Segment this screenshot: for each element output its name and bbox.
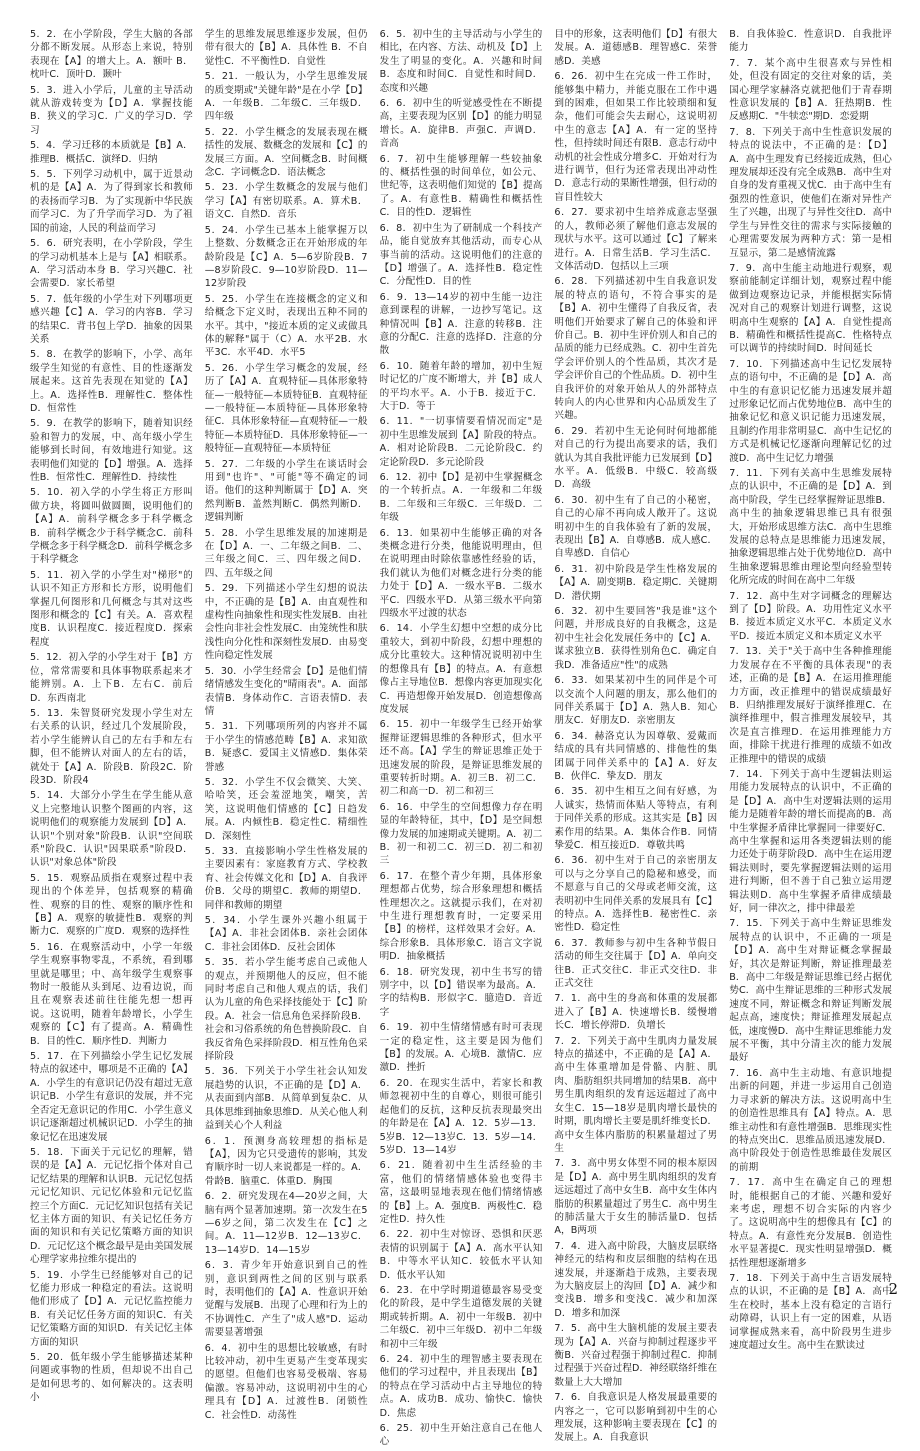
question-paragraph: 5．6．研究表明，在小学阶段，学生的学习动机基本上是与【A】相联系。A．学习活动本身 B．学习兴趣C．社会需要D．家长希望 xyxy=(30,238,193,290)
question-paragraph: 6．36．初中生对于自己的亲密朋友可以与之分享自己的隐秘和感受，而不愿意与自己的父母或老师交流，这表明初中生同伴关系的发展具有【C】的特点。A．选择性B．秘密性C．亲密性D．稳定性 xyxy=(554,855,718,934)
question-paragraph: 6．15．初中一年级学生已经开始掌握辩证逻辑思维的各种形式，但水平还不高。【A】学生的辩证思维正处于迅速发展的阶段，是辩证思维发展的重要转折时期。A．初三B．初二C．初二和高一D．初二和初三 xyxy=(379,719,543,798)
question-paragraph: 目中的形象，这表明他们【D】有很大发展。A．道德感B．理智感C．荣誉感D．美感 xyxy=(554,29,718,67)
question-paragraph: 6．37．教师参与初中生各种节假日活动的师生交往属于【D】A．单向交往B．正式交往C．非正式交往D．非正式交往 xyxy=(554,937,718,990)
question-paragraph: 6．5．初中生的主导活动与小学生的相比，在内容、方法、动机及【D】上发生了明显的变化。A．兴趣和时间B．态度和时间C．自觉性和时间D．态度和兴趣 xyxy=(379,29,543,94)
question-paragraph: 7．15．下列关于高中生辩证思维发展特点的认识中，不正确的一项是【D】A．高中生对辩证概念掌握最好，其次是辩证判断，辩证推理最差B．高中二年级是辩证思维已经占据优势C．高中生辩证思维的三种形式发展速度不同，辩证概念和辩证判断发展起点高，速度快；辩证推理发展起点低，速度慢D．高中生辩证思维能力发展不平衡，其中分清主次的能力发展最好 xyxy=(729,918,892,1064)
question-paragraph: 7．1．高中生的身高和体重的发展都进入了【B】A．快速增长B．缓慢增长C．增长停滞D．负增长 xyxy=(554,993,718,1032)
question-paragraph: 5．24．小学生已基本上能掌握万以上整数、分数概念正在开始形成的年龄阶段是【C】A．5—6岁阶段B．7—8岁阶段C．9—10岁阶段D．11—12岁阶段 xyxy=(204,224,368,290)
question-paragraph: 6．20．在现实生活中，若家长和教师忽视初中生的自尊心，则很可能引起他们的反抗，这种反抗表现最突出的年龄是在【A】A．12．5岁—13．5岁B．12—13岁C．13．5岁—14．5岁D．13—14岁 xyxy=(379,1077,543,1156)
question-paragraph: 5．10．初入学的小学生将正方形叫做方块，将圆叫做圆圈，说明他们的【A】A．前科学概念多于科学概念B．前科学概念少于科学概念C．前科学概念多于科学概念D．前科学概念多于科学概念 xyxy=(30,487,193,566)
question-paragraph: 6．9．13—14岁的初中生能一边注意到课程的讲解，一边抄写笔记。这种情况叫【B】A．注意的转移B．注意的分配C．注意的选择D．注意的分散 xyxy=(379,291,543,357)
question-paragraph: 7．5．高中生大脑机能的发展主要表现为【A】A．兴奋与抑制过程逐步平衡B．兴奋过程强于抑制过程C．抑制过程强于兴奋过程D．神经联络纤维在数量上大大增加 xyxy=(554,1323,718,1388)
question-paragraph: 7．16．高中生主动地、有意识地提出新的问题，并进一步运用自己创造力寻求新的解决方法。这说明高中生的创造性思维具有【A】特点。A．思维主动性和有意性增强B．思维现实性的特点突出C．思维品质迅速发展D．高中阶段处于创造性思维最佳发展区的前期 xyxy=(729,1067,892,1173)
question-paragraph: 5．28．小学生思维发展的加速期是在【D】A．一、二年级之间B．二、三年级之间C．三、四年级之间D．四、五年级之间 xyxy=(204,527,368,579)
question-paragraph: 6．26．初中生在完成一件工作时，能够集中精力，并能克服在工作中遇到的困难，但如果工作比较琐细和复杂，他们可能会失去耐心，这说明初中生的意志【A】A．有一定的坚持性，但持续时间还有限B．意志行动中动机的社会性成分增多C．开始对行为进行调节，但行为还常表现出冲动性D．意志行动的果断性增强，但行动的盲目性较大 xyxy=(554,71,718,203)
question-paragraph: 7．13．关于"关于高中生各种推理能力发展存在不平衡的具体表现"的表述，正确的是【B】A．在运用推理能力方面，改正推理中的错误成绩最好B．归纳推理发展好于演绎推理C．在演绎推理中，假言推理发展较早，其次是直言推理D．在运用推理能力方面，排除干扰进行推理的成绩不如改正推理中的错误的成绩 xyxy=(729,646,892,765)
question-paragraph: 7．4．进入高中阶段，大脑皮层联络神经元的结构和皮层细胞的结构在迅速发展，并逐渐趋于成熟，主要表现为大脑皮层上的沟回【D】A．减少和变浅B．增多和变浅C．减少和加深D．增多和加深 xyxy=(554,1240,718,1319)
question-paragraph: 5．22．小学生概念的发展表现在概括性的发展、数概念的发展和【C】的发展三方面。A．空间概念B．时间概念C．字词概念D．语法概念 xyxy=(204,126,368,179)
question-paragraph: 5．34．小学生课外兴趣小组属于【A】A．非社会团体B．亲社会团体C．非社会团体D．反社会团体 xyxy=(204,915,368,953)
question-paragraph: 6．10．随着年龄的增加，初中生短时记忆的广度不断增大，并【B】成人的平均水平。A．小于B．接近于C．大于D．等于 xyxy=(379,360,543,412)
question-paragraph: 6．1．预测身高较理想的指标是【A】，因为它只受遗传的影响，其发育顺序时一切人来说都是一样的。A．骨龄B．脑重C．体重D．胸围 xyxy=(204,1135,368,1187)
question-paragraph: 5．8．在教学的影响下，小学、高年级学生知觉的有意性、目的性逐渐发展起来。这首先表现在知觉的【A】上。A．选择性B．理解性C．整体性D．恒常性 xyxy=(30,349,193,414)
question-paragraph: 5．23．小学生数概念的发展与他们学习【A】有密切联系。A．算术B．语文C．自然D．音乐 xyxy=(204,182,368,221)
question-paragraph: 6．3．青少年开始意识到自己的性别，意识到两性之间的区别与联系时，表明他们的【A】A．性意识开始觉醒与发展B．出现了心理和行为上的不协调性C．产生了"成人感"D．运动需要显著增强 xyxy=(204,1260,368,1339)
question-paragraph: 5．4．学习迁移的本质就是【B】A．推理B．概括C．演绎D．归纳 xyxy=(30,140,193,165)
question-paragraph: 5．7．低年级的小学生对下列哪项更感兴趣【C】A．学习的内容B．学习的结果C．背书包上学D．抽象的因果关系 xyxy=(30,293,193,345)
question-paragraph: 6．28．下列描述初中生自我意识发展的特点的语句，不符合事实的是【B】A．初中生懂得了自我反省，表明他们开始要求了解自己的体验和评价自己。B．初中生评价别人和自己的品质的能力已经成熟。C．初中生首先学会评价别人的个性品质，其次才是学会评价自己的个性品质。D．初中生自我评价的对象开始从人的外部特点转向人的内心世界和内心品质发生了兴趣。 xyxy=(554,276,718,422)
question-paragraph: 5．25．小学生在连接概念的定义和给概念下定义时，表现出五种不同的水平。其中，"接近本质的定义或做具体的解释"属于（C）A．水平2B．水平3C．水平4D．水平5 xyxy=(204,293,368,359)
question-paragraph: 5．30．小学生经常会【D】是他们情绪情感发生变化的"晴雨表"。A．面部表情B．身体动作C．言语表情D．表情 xyxy=(204,665,368,717)
question-paragraph: 学生的思维发展思维逐步发展，但仍带有很大的【B】A．具体性 B．不自觉性C．不平衡性D．自觉性 xyxy=(204,29,368,67)
question-paragraph: 5．18．下面关于元记忆的理解，错误的是【A】A．元记忆指个体对自己记忆结果的理解和认识B．元记忆包括元记忆知识、元记忆体验和元记忆监控三个方面C．元记忆知识包括有关记忆主体方面的知识、有关记忆任务方面的知识和有关记忆策略方面的知识D．元记忆这个概念最早是由美国发展心理学家弗拉维尔提出的 xyxy=(30,1146,193,1266)
text-columns xyxy=(30,28,892,1448)
question-paragraph: 7．14．下列关于高中生逻辑法则运用能力发展特点的认识中，不正确的是【D】A．高中生对逻辑法则的运用能力是随着年龄的增长而提高的B．高中生掌握矛盾律比掌握同一律要好C．高中生掌握和运用各类逻辑法则的能力还处于萌芽阶段D．高中生在运用逻辑法则时，要先掌握逻辑法则的运用进行判断，但不善于自己独立运用逻辑法则D．高中生掌握矛盾律成绩最好，同一律次之，排中律最差 xyxy=(729,768,892,914)
question-paragraph: 5．12．初入学的小学生对于【B】方位，常常需要和具体事物联系起来才能辨别。A．上下B．左右C．前后D．东西南北 xyxy=(30,652,193,704)
question-paragraph: 6．4．初中生的思想比较敏感，有时比较冲动，初中生更易产生变革现实的愿望。但他们也容易受极端、容易偏激。容易冲动，这说明初中生的心理具有【D】A．过渡性B．闭锁性C．社会性D．动荡性 xyxy=(204,1342,368,1421)
question-paragraph: 6．22．初中生对惊讶、恐惧和厌恶表情的识别属于【A】A．高水平认知B．中等水平认知C．较低水平认知D．低水平认知 xyxy=(379,1229,543,1281)
question-paragraph: 6．19．初中生情绪情感有时可表现一定的稳定性，这主要是因为他们【B】的发展。A．心境B．激情C．应激D．挫折 xyxy=(379,1022,543,1074)
question-paragraph: 6．13．如果初中生能够正确的对各类概念进行分类，他能说明理由，但在说明理由时除依靠感性经验的话，我们就认为他们对概念进行分类的能力处于【D】A．一级水平B．二级水平C．四级水平D．从第三级水平向第四级水平过渡的状态 xyxy=(379,527,543,620)
question-paragraph: 7．11．下列有关高中生思维发展特点的认识中，不正确的是【D】A．到高中阶段，学生已经掌握辩证思维B．高中生的抽象逻辑思维已具有很强大，开始形成思维方法C．高中生思维发展的总特点是思维能力迅速发展，抽象逻辑思维占处于优势地位D．高中生抽象逻辑思维由理论型向经验型转化所完成的时间在高中二年级 xyxy=(729,468,892,587)
question-paragraph: 5．11．初入学的小学生对"梯形"的认识不知正方形和长方形，说明他们掌握几何图形和几何概念与其对这些图形和概念的【C】有关。A．喜欢程度B．认识程度C．接近程度D．探索程度 xyxy=(30,569,193,648)
question-paragraph: 7．8．下列关于高中生性意识发展的特点的说法中，不正确的是：【D】A．高中生理发育已经接近成熟，但心理发展却还没有完全成熟B．高中生对自身的发育重视又忧C．由于高中生有强烈的性意识，使他们在渐对异性产生了兴趣，出现了与异性交往D．高中学生与异性交往的需求与实际接触的心理需要发展为两种方式：第一是相互显示，第二是感情流露 xyxy=(729,126,892,259)
question-paragraph: 7．18．下列关于高中生言语发展特点的认识，不正确的是【B】A．高中生在校时，基本上没有稳定的言语行动障碍，认识上有一定的困难，从语词掌握成熟来看，高中阶段男生进步速度超过女生。高中生在默读过 xyxy=(729,1272,892,1351)
question-paragraph: 7．2．下列关于高中生肌肉力量发展特点的描述中，不正确的是【A】A．高中生体重增加是骨骼、内脏、肌肉、脂肪组织共同增加的结果B．高中男生肌肉组织的发育远远超过了高中女生C．15—18岁是肌肉增长最快的时期，肌肉增长主要是肌纤维变长D．高中女生体内脂肪的积累量超过了男生 xyxy=(554,1035,718,1154)
question-paragraph: 6．35．初中生相互之间有好感，为人诚实，热情而体贴人等特点，有利于同伴关系的形成。这其实是【B】因素作用的结果。A．集体合作B．同情挚爱C．相互接近D．尊敬共鸣 xyxy=(554,786,718,851)
question-paragraph: 5．35．若小学生能考虑自己或他人的观点，并预期他人的反应，但不能同时考虑自己和他人观点的话，我们认为儿童的角色采择技能处于【C】阶段。A．社会一信息角色采择阶段B．社会和习俗系统的角色替换阶段C．自我反省角色采择阶段D．相互性角色采择阶段 xyxy=(204,957,368,1063)
question-paragraph: 7．17．高中生在确定自己的理想时，能根据自己的才能、兴趣和爱好来考虑，理想不切合实际的内容少了。这说明高中生的想像具有【C】的特点。A．有意性充分发展B．创造性水平显著提C．现实性明显增强D．概括性理想逐渐增多 xyxy=(729,1177,892,1269)
question-paragraph: 7．9．高中生能主动地进行观察，观察前能制定详细计划，观察过程中能做到边观察边记录，并能根据实际情况对自己的观察计划进行调整，这说明高中生观察的【A】A．自觉性提高B．精确性和概括性提高C．性格特点可以调节的持续时间D．时间延长 xyxy=(729,262,892,355)
column-1 xyxy=(30,28,193,1451)
question-paragraph: 5．14．大部分小学生在学生能从意义上完整地认识整个图画的内容，这说明他们的观察能力发展到【D】A．认识"个别对象"阶段B．认识"空间联系"阶段C．认识"因果联系"阶段D．认识"对象总体"阶段 xyxy=(30,790,193,869)
question-paragraph: 6．24．初中生的理智感主要表现在他们的学习过程中，并且表现出【B】的特点在学习活动中占主导地位的特点。A．成功B．成功、愉快C．愉快D．焦虑 xyxy=(379,1354,543,1419)
question-paragraph: B．自我体验C．性意识D．自我批评能力 xyxy=(729,29,892,54)
question-paragraph: 5．16．在观察活动中，小学一年级学生观察事物零乱，不系统，看到哪里就是哪里；中、高年级学生观察事物时一般能从头到尾、边看边说，而且在观察表述前往往能先想一想再说。这说明，随着年龄增长，小学生观察的【C】有了提高。A．精确性B．目的性C．顺序性D．判断力 xyxy=(30,941,193,1047)
question-paragraph: 6．12．初中【D】是初中生掌握概念的一个转折点。A．一年级和二年级B．二年级和三年级C．三年级D．二年级 xyxy=(379,472,543,524)
column-2 xyxy=(205,28,368,1451)
question-paragraph: 6．34．赫洛克认为因尊敬、爱戴而结成的具有共同情感的、排他性的集团属于同伴关系中的【A】A．好友B．伙伴C．挚友D．朋友 xyxy=(554,730,718,782)
column-4 xyxy=(554,28,717,1451)
question-paragraph: 6．14．小学生幻想中空想的成分比重较大，到初中阶段，幻想中理想的成分比重较大。这种情况说明初中生的想像具有【B】的特点。A．有意想像占主导地位B．想像内容更加现实化C．再造想像开始发展D．创造想像高度发展 xyxy=(379,623,543,715)
question-paragraph: 5．2．在小学阶段，学生大脑的各部分都不断发展。从形态上来说，特别表现在【A】的增大上。A．额叶 B．枕叶C．顶叶D．颞叶 xyxy=(30,29,193,81)
question-paragraph: 6．32．初中生要回答"我是谁"这个问题，并形成良好的自我概念，这是初中生社会化发展任务中的【C】A．谋求独立B．获得性别角色C．确定自我D．准备适应"性"的成熟 xyxy=(554,606,718,671)
column-3 xyxy=(380,28,543,1451)
question-paragraph: 5．21．一般认为，小学生思维发展的质变期或"关键年龄"是在小学【D】A．一年级B．二年级C．三年级D．四年级 xyxy=(204,71,368,123)
question-paragraph: 6．11．"一切事情要看情况而定"是初中生思维发展到【A】阶段的特点。A．相对论阶段B．二元论阶段C．约定论阶段D．多元论阶段 xyxy=(379,416,543,468)
question-paragraph: 6．17．在整个青少年期，具体形象理想都占优势，综合形象理想和概括性理想次之。这就提示我们，在对初中生进行理想教育时，一定要采用【B】的榜样，这样效果才会好。A．综合形象B．具体形象C．语言文字说明D．抽象概括 xyxy=(379,870,543,963)
question-paragraph: 5．33．直接影响小学生性格发展的主要因素有：家庭教育方式、学校教育、社会传媒文化和【D】A．自我评价B．父母的期望C．教师的期望D．同伴和教师的期望 xyxy=(204,845,368,911)
question-paragraph: 6．23．在中学时期道德最容易受变化的阶段，是中学生道德发展的关键期或转折期。A．初中一年级B．初中二年级C．初中三年级D．初中二年级和初中三年级 xyxy=(379,1284,543,1350)
question-paragraph: 5．3．进入小学后，儿童的主导活动就从游戏转变为【D】A．掌握技能 B．狭义的学习C．广义的学习D．学习 xyxy=(30,84,193,136)
question-paragraph: 5．15．观察品质指在观察过程中表现出的个体差异，包括观察的精确性、观察的目的性、观察的顺序性和【B】A．观察的敏捷性B．观察的判断力C．观察的广度D．观察的选择性 xyxy=(30,872,193,938)
question-paragraph: 6．8．初中生为了研制成一个科技产品，能自觉放弃其他活动，而专心从事当前的活动。这说明他们的注意的【D】增强了。A．选择性B．稳定性C．分配性D．目的性 xyxy=(379,222,543,288)
question-paragraph: 6．18．研究发现，初中生书写的错别字中，以【D】错误率为最高。A．字的结构B．形似字C．臆造D．音近字 xyxy=(379,966,543,1018)
question-paragraph: 5．31．下列哪项所列的内容并不属于小学生的情感范畴【B】A．求知欲B．疑惑C．爱国主义情感D．集体荣誉感 xyxy=(204,721,368,773)
question-paragraph: 6．31．初中阶段是学生性格发展的【A】A．剧变期B．稳定期C．关键期D．潜伏期 xyxy=(554,563,718,602)
question-paragraph: 5．26．小学生学习概念的发展，经历了【A】A．直观特征—具体形象特征—一般特征—本质特征B．直观特征—一般特征—本质特征—具体形象特征C．具体形象特征—直观特征—一般特征—本质特征D．具体形象特征—一般特征—直观特征—本质特征 xyxy=(204,362,368,455)
question-paragraph: 7．10．下列描述高中生记忆发展特点的语句中，不正确的是【D】A．高中生的有意识记忆能力迅速发展并超过形象记忆而占优势地位B．高中生的抽象记忆和意义识记能力迅速发展，且制约作用非常明显C．高中生记忆的方式是机械记忆逐渐向理解记忆的过渡D．高中生记忆力增强 xyxy=(729,358,892,464)
page-number: 2 xyxy=(888,1280,898,1298)
question-paragraph: 6．7．初中生能够理解一些较抽象的、概括性强的时间单位，如公元、世纪等，这表明他们知觉的【B】提高了。A．有意性B．精确性和概括性C．目的性D．逻辑性 xyxy=(379,153,543,219)
question-paragraph: 5．13．朱智贤研究发现小学生对左右关系的认识，经过几个发展阶段，若小学生能辨认自己的左右手和左右脚，但不能辨认对面人的左右的话，就处于【A】A．阶段B．阶段2C．阶段3D．阶段4 xyxy=(30,707,193,786)
question-paragraph: 6．30．初中生有了自己的小秘密，自己的心扉不再向成人敞开了。这说明初中生的自我体验有了新的发展，表现出【B】A．自尊感B．成人感C．自卑感D．自信心 xyxy=(554,494,718,560)
question-paragraph: 5．32．小学生不仅会微笑、大笑、哈哈笑，还会羞涩地笑，嘲笑，苦笑，这说明他们情感的【C】日趋发展。A．内倾性B．稳定性C．精细性D．深刻性 xyxy=(204,776,368,842)
question-paragraph: 7．12．高中生对字词概念的理解达到了【D】阶段。A．功用性定义水平B．接近本质定义水平C．本质定义水平D．接近本质定义和本质定义水平 xyxy=(729,590,892,642)
question-paragraph: 6．2．研究发现在4—20岁之间，大脑有两个显著加速期。第一次发生在5—6岁之间，第二次发生在【C】之间。A．11—12岁B．12—13岁C．13—14岁D．14—15岁 xyxy=(204,1191,368,1256)
question-paragraph: 5．5．下列学习动机中，属于近景动机的是【A】A．为了得到家长和教师的表扬而学习B．为了实现新中华民族而学习C．为了升学而学习D．为了祖国的前途，人民的利益而学习 xyxy=(30,169,193,234)
question-paragraph: 5．29．下列描述小学生幻想的说法中，不正确的是【B】A．由直观性和虚构性向抽象性和现实性发展B．由社会性向非社会性发展C．由笼统性和肤浅性向分化性和深刻性发展D．由易变性向稳定性发展 xyxy=(204,583,368,662)
question-paragraph: 6．6．初中生的听觉感受性在不断提高，主要表现为区别【D】的能力明显增长。A．旋律B．声强C．声调D．音高 xyxy=(379,98,543,150)
question-paragraph: 5．27．二年级的小学生在谈话时会用到"也许"、"可能"等不确定的词语。他们的这种判断属于【D】A．突然判断B．盖然判断C．偶然判断D．逻辑判断 xyxy=(204,458,368,524)
question-paragraph: 6．29．若初中生无论何时何地都能对自己的行为提出高要求的话，我们就认为其自我批评能力已发展到【D】水平。A．低级B．中级C．较高级D．高级 xyxy=(554,425,718,491)
question-paragraph: 7．6．自我意识是人格发展最重要的内容之一，它可以影响到初中生的心理发展，这种影响主要表现在【C】的发展上。A．自我意识 xyxy=(554,1392,718,1444)
question-paragraph: 5．17．在下列描绘小学生记忆发展特点的叙述中，哪项是不正确的【A】A．小学生的有意识记仍没有超过无意识记B．小学生有意识的发展，并不完全否定无意识记的作用C．小学生意义识记逐渐超过机械识记D．小学生的抽象记忆在迅速发展 xyxy=(30,1051,193,1143)
question-paragraph: 5．19．小学生已经能够对自己的记忆能力形成一种稳定的看法。这说明他们形成了【D】A．元记忆监控能力B．有关记忆任务方面的知识C．有关记忆策略方面的知识D．有关记忆主体方面的知识 xyxy=(30,1269,193,1348)
column-5 xyxy=(729,28,892,1451)
question-paragraph: 5．9．在教学的影响下，随着知识经验和智力的发展，中、高年级小学生能够到长时间，有效地进行知觉。这表明他们知觉的【D】增强。A．选择性B．恒常性C．理解性D．持续性 xyxy=(30,418,193,483)
question-paragraph: 6．21．随着初中生生活经验的丰富，他们的情绪情感体验也变得丰富，这最明显地表现在他们情绪情感的【B】上。A．强度B．两极性C．稳定性D．持久性 xyxy=(379,1160,543,1225)
question-paragraph: 7．3．高中男女体型不同的根本原因是【D】A．高中男生肌肉组织的发育远远超过了高中女生B．高中女生体内脂肪的积累量超过了男生C．高中男生的肺活量大于女生的肺活量D．包括A，B两项 xyxy=(554,1158,718,1237)
question-paragraph: 6．33．如果某初中生的同伴是个可以交流个人问题的朋友，那么他们的同伴关系属于【D】A．熟人B．知心朋友C．好朋友D．亲密朋友 xyxy=(554,675,718,727)
question-paragraph: 5．20．低年级小学生能够描述某种问题或事物的性质，但却说不出自己是如何思考的、如何解决的。这表明小 xyxy=(30,1352,193,1404)
question-paragraph: 6．16．中学生的空间想像力存在明显的年龄特征，其中，【D】是空间想像力发展的加速期或关键期。A．初二B．初一和初二C．初三D．初二和初三 xyxy=(379,801,543,867)
question-paragraph: 7．7．某个高中生很喜欢与异性相处，但没有固定的交往对象的话，美国心理学家赫洛克就把他们于青春期性意识发展的【B】A．狂热期B．性反感期C．"牛犊恋"期D．恋爱期 xyxy=(729,57,892,123)
question-paragraph: 6．25．初中生开始注意自己在他人心 xyxy=(379,1423,543,1448)
question-paragraph: 6．27．要求初中生培养成意志坚强的人，教师必须了解他们意志发展的现状与水平。这可以通过【C】了解来进行。A．日常生活B．学习生活C．文体活动D．包括以上三项 xyxy=(554,207,718,272)
question-paragraph: 5．36．下列关于小学生社会认知发展趋势的认识，不正确的是【D】A．从表面到内部B．从简单到复杂C．从具体思维到抽象思维D．从关心他人利益到关心个人利益 xyxy=(204,1066,368,1132)
